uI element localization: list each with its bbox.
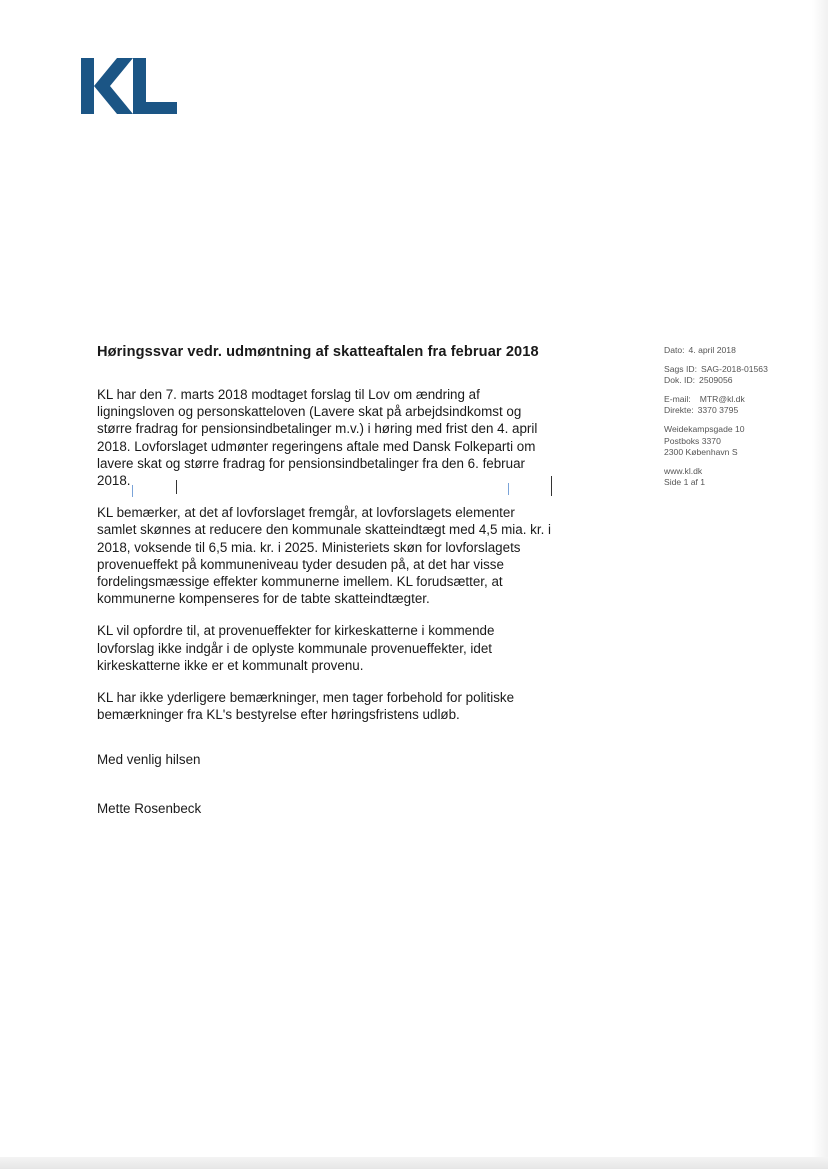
address-postbox: Postboks 3370 [664, 435, 721, 446]
kl-logo [81, 58, 177, 114]
sags-id-value: SAG-2018-01563 [700, 363, 768, 374]
paragraph-2: KL bemærker, at det af lovforslaget fremgår, at lovforslagets elementer samlet skønnes at reducere den kommunale skatteindtægt med 4,5 mia. kr. i 2018, voksende til 6,5 mia. kr. i 2025. Ministeriets skøn for lovforslagets provenueffekt på kommuneniveau tyder desuden på, at det har visse fordelingsmæssige effekter kommunerne imellem. KL forudsætter, at kommunerne kompenseres for de tabte skatteindtægter. [97, 505, 552, 607]
email-label: E-mail: [664, 393, 691, 404]
address-street: Weidekampsgade 10 [664, 423, 745, 434]
id-block [664, 364, 824, 387]
signature-name: Mette Rosenbeck [97, 800, 202, 816]
scan-edge-bottom [0, 1157, 828, 1169]
web-block [664, 466, 824, 489]
closing-greeting: Med venlig hilsen [97, 752, 201, 768]
paragraph-4: KL har ikke yderligere bemærkninger, men tager forbehold for politiske bemærkninger fra KL's bestyrelse efter høringsfristens udløb. [97, 690, 515, 723]
paragraph-3: KL vil opfordre til, at provenueffekter for kirkeskatterne i kommende lovforslag ikke indgår i de oplyste kommunale provenueffekter, idet kirkeskatterne ikke er et kommunalt provenu. [97, 623, 495, 673]
page-number: Side 1 af 1 [664, 477, 706, 488]
date-value: 4. april 2018 [688, 345, 736, 355]
letter-title: Høringssvar vedr. udmøntning af skatteaftalen fra februar 2018 [97, 344, 539, 360]
letter-body [97, 386, 552, 817]
address-block [664, 424, 824, 459]
metadata-column [664, 345, 824, 496]
date-block [664, 345, 824, 357]
email-value: MTR@kl.dk [699, 393, 745, 404]
address-city: 2300 København S [664, 447, 738, 458]
dok-id-label: Dok. ID: [664, 375, 696, 386]
direkte-value: 3370 3795 [697, 405, 739, 416]
dok-id-value: 2509056 [699, 375, 733, 386]
kl-logo-shape [81, 58, 177, 114]
sags-id-label: Sags ID: [664, 363, 697, 374]
scan-mark [176, 480, 177, 494]
website: www.kl.dk [664, 465, 703, 476]
direkte-label: Direkte: [664, 405, 694, 416]
contact-block [664, 394, 824, 417]
date-label: Dato: [664, 345, 685, 355]
scan-mark [132, 485, 133, 497]
scan-edge-right [812, 0, 828, 1169]
paragraph-1: KL har den 7. marts 2018 modtaget forslag til Lov om ændring af ligningsloven og personskatteloven (Lavere skat på arbejdsindkomst og større fradrag for pensionsindbetalinger m.v.) i høring med frist den 4. april 2018. Lovforslaget udmønter regeringens aftale med Dansk Folkeparti om lavere skat og større fradrag for pensionsindbetalinger fra den 6. februar 2018. [97, 387, 538, 489]
scan-mark [551, 476, 552, 496]
scan-mark [508, 483, 509, 495]
